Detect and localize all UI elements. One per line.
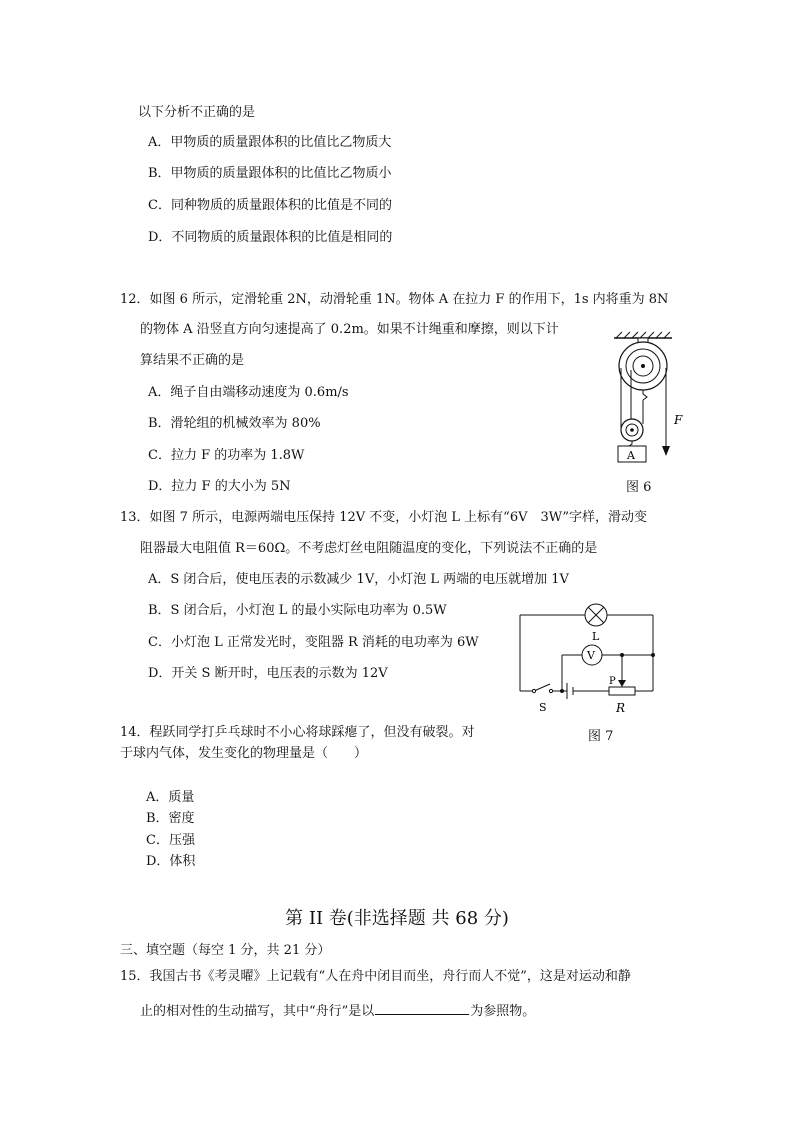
q15-text-after-blank: 为参照物。: [470, 1004, 536, 1019]
q12-option-d: D．拉力 F 的大小为 5N: [148, 479, 291, 494]
block-a-label: A: [627, 449, 635, 462]
q12-option-c: C．拉力 F 的功率为 1.8W: [148, 448, 305, 463]
q15-stem-line2: [140, 1000, 535, 1021]
q12-stem-line3: 算结果不正确的是: [140, 353, 245, 368]
figure-6-pulley-diagram: [600, 330, 700, 500]
figure-7-circuit-diagram: [512, 598, 668, 720]
q12-option-a: A．绳子自由端移动速度为 0.6m/s: [148, 385, 349, 400]
q13-stem-line1: 13．如图 7 所示，电源两端电压保持 12V 不变，小灯泡 L 上标有“6V 3W”字样，滑动变: [120, 510, 647, 525]
q13-stem-line2: 阻器最大电阻值 R＝60Ω。不考虑灯丝电阻随温度的变化，下列说法不正确的是: [140, 541, 598, 556]
q13-option-b: B．S 闭合后，小灯泡 L 的最小实际电功率为 0.5W: [148, 603, 447, 618]
switch-label: S: [539, 701, 547, 714]
q11-option-b: B．甲物质的质量跟体积的比值比乙物质小: [148, 166, 392, 181]
section-3-heading: 三、填空题（每空 1 分，共 21 分）: [120, 943, 331, 958]
q15-text-before-blank: 止的相对性的生动描写，其中“舟行”是以: [140, 1004, 375, 1019]
q14-option-d: D．体积: [146, 854, 196, 869]
q11-option-c: C．同种物质的质量跟体积的比值是不同的: [148, 198, 392, 213]
resistor-label: R: [616, 701, 626, 715]
q14-option-a: A．质量: [146, 790, 195, 805]
q13-option-c: C．小灯泡 L 正常发光时，变阻器 R 消耗的电功率为 6W: [148, 635, 479, 650]
resistor-r: [609, 687, 635, 695]
q12-stem-line1: 12．如图 6 所示，定滑轮重 2N，动滑轮重 1N。物体 A 在拉力 F 的作用下，1s 内将重为 8N: [120, 292, 669, 307]
q13-option-a: A．S 闭合后，使电压表的示数减少 1V，小灯泡 L 两端的电压就增加 1V: [148, 572, 569, 587]
q11-stem: 以下分析不正确的是: [138, 105, 256, 120]
q15-answer-blank[interactable]: [375, 1000, 469, 1015]
q14-option-b: B．密度: [146, 811, 195, 826]
voltmeter-label: V: [587, 649, 595, 662]
figure-7-caption: 图 7: [588, 729, 614, 744]
q13-option-d: D．开关 S 断开时，电压表的示数为 12V: [148, 666, 388, 681]
q12-option-b: B．滑轮组的机械效率为 80%: [148, 416, 321, 431]
part-2-title: 第 II 卷(非选择题 共 68 分): [285, 908, 509, 929]
q12-stem-line2: 的物体 A 沿竖直方向匀速提高了 0.2m。如果不计绳重和摩擦，则以下计: [140, 322, 559, 337]
q14-option-c: C．压强: [146, 833, 195, 848]
q15-stem-line1: 15．我国古书《考灵曜》上记载有“人在舟中闭目而坐，舟行而人不觉”，这是对运动和静: [120, 969, 631, 984]
q11-option-d: D．不同物质的质量跟体积的比值是相同的: [148, 230, 393, 245]
q11-option-a: A．甲物质的质量跟体积的比值比乙物质大: [148, 135, 392, 150]
force-label: F: [674, 413, 683, 427]
q14-stem-line2: 于球内气体，发生变化的物理量是（ ）: [120, 746, 368, 761]
lamp-label: L: [592, 630, 600, 643]
q14-stem-line1: 14．程跃同学打乒乓球时不小心将球踩瘪了，但没有破裂。对: [120, 725, 475, 740]
figure-6-caption: 图 6: [626, 480, 652, 495]
slider-label: P: [609, 676, 616, 687]
